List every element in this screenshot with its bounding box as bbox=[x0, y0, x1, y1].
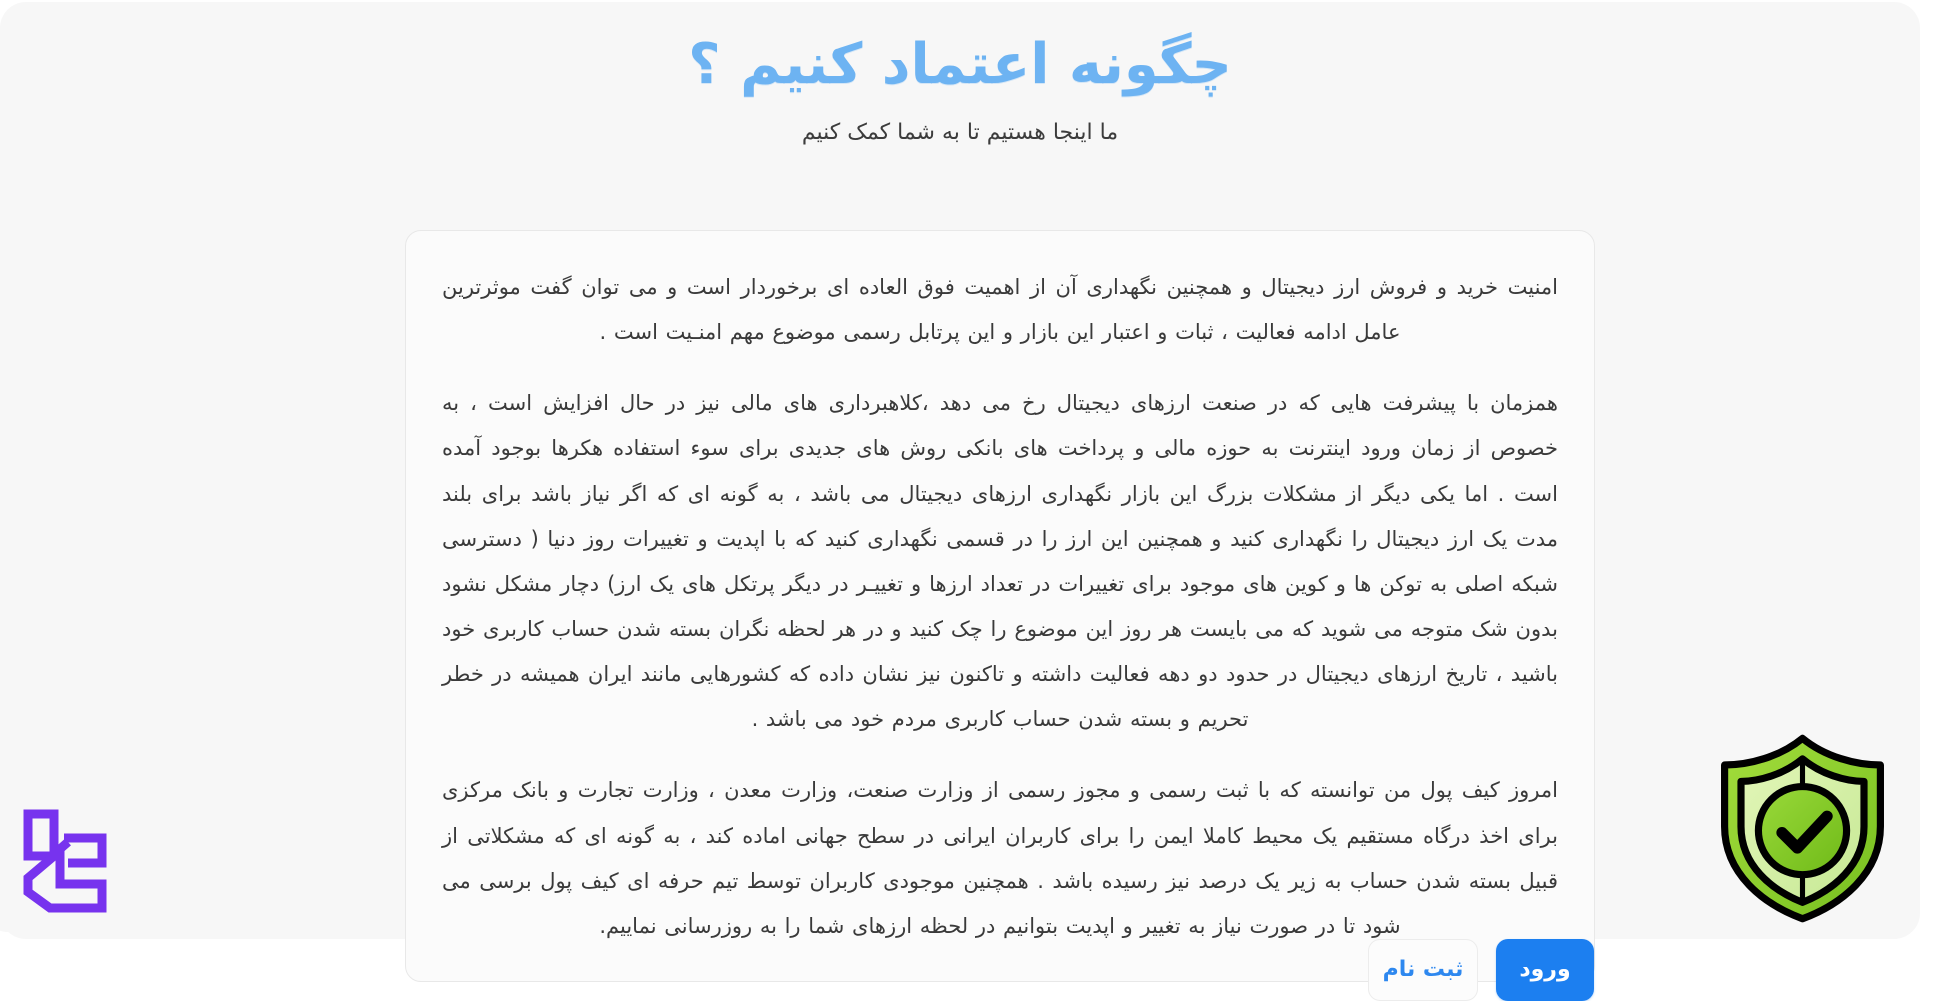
login-button[interactable]: ورود bbox=[1496, 939, 1594, 1001]
shield-badge bbox=[1690, 714, 1915, 939]
action-buttons bbox=[406, 939, 1594, 1001]
page-subtitle: ما اینجا هستیم تا به شما کمک کنیم bbox=[801, 120, 1119, 145]
page-title: چگونه اعتماد کنیم ؟ bbox=[688, 32, 1232, 97]
page-header bbox=[0, 2, 1920, 149]
article-paragraph-2: همزمان با پیشرفت هایی که در صنعت ارزهای دیجیتال رخ می دهد ،کلاهبرداری های مالی نیز در حال افزایش است ، به خصوص از زمان ورود اینترنت به حوزه مالی و پرداخت های بانکی روش های جدیدی برای سوء استفاده هکرها بوجود آمده است . اما یکی دیگر از مشکلات بزرگ این بازار نگهداری ارزهای دیجیتال می باشد ، به گونه ای که اگر نیاز باشد برای بلند مدت یک ارز دیجیتال را نگهداری کنید و همچنین این ارز را در قسمی نگهداری کنید که با اپدیت و تغییرات روز دنیا ( دسترسی شبکه اصلی به توکن ها و کوین های موجود برای تغییرات در تعداد ارزها و تغییـر در دیگر پرتکل های یک ارز) دچار مشکل نشود بدون شک متوجه می شوید که می بایست هر روز این موضوع را چک کنید و در هر لحظه نگران بسته شدن حساب کاربری خود باشید ، تاریخ ارزهای دیجیتال در حدود دو دهه فعالیت داشته و تاکنون نیز نشان داده که کشورهایی مانند ایران همیشه در خطر تحریم و بسته شدن حساب کاربری مردم خود می باشد . bbox=[442, 391, 1558, 732]
article-body bbox=[442, 265, 1558, 949]
signup-button[interactable]: ثبت نام bbox=[1368, 939, 1478, 1001]
green-shield-check-icon bbox=[1700, 724, 1905, 929]
article-paragraph-1: امنیت خرید و فروش ارز دیجیتال و همچنین نگهداری آن از اهمیت فوق العاده ای برخوردار است و می توان گفت موثرترین عامل ادامه فعالیت ، ثبات و اعتبار این بازار و این پرتابل رسمی موضوع مهم امنـیت است . bbox=[442, 275, 1558, 345]
content-card bbox=[405, 230, 1595, 982]
article-paragraph-3: امروز کیف پول من توانسته که با ثبت رسمی و مجوز رسمی از وزارت صنعت، وزارت معدن ، وزارت تجارت و بانک مرکزی برای اخذ درگاه مستقیم یک محیط کاملا ایمن را برای کاربران ایرانی در سطح جهانی اماده کند ، به گونه ای که مشکلاتی از قبیل بسته شدن حساب به زیر یک درصد نیز رسیده باشد . همچنین موجودی کاربران توسط تیم حرفه ای کیف پول برسی می شود تا در صورت نیاز به تغییر و اپدیت بتوانیم در لحظه ارزهای شما را به روزرسانی نماییم. bbox=[442, 778, 1558, 938]
page-frame bbox=[0, 2, 1920, 983]
purple-monogram-logo-icon bbox=[6, 806, 110, 918]
brand-logo[interactable] bbox=[0, 792, 124, 932]
